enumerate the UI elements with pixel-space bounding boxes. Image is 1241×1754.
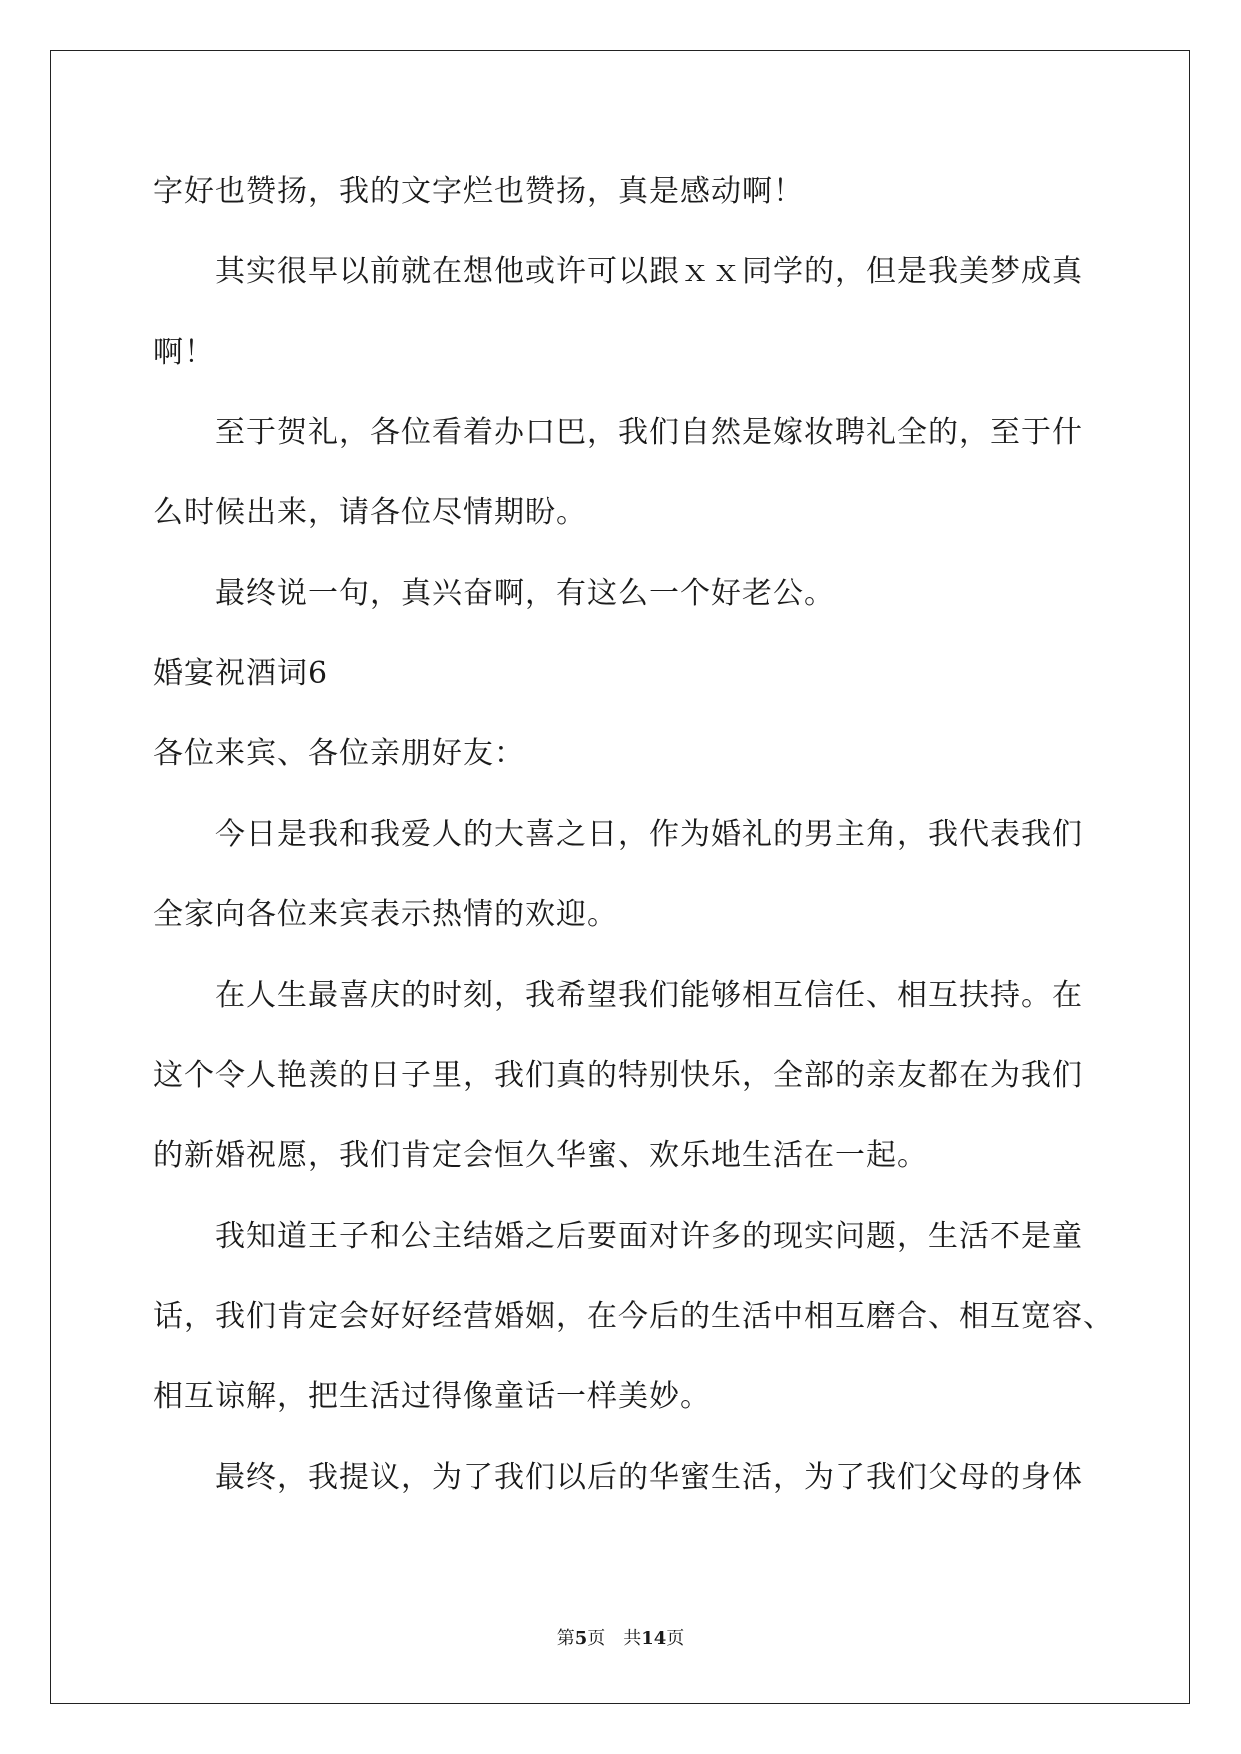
text-line: 的新婚祝愿，我们肯定会恒久华蜜、欢乐地生活在一起。	[153, 1138, 928, 1173]
text-line: 全家向各位来宾表示热情的欢迎。	[153, 897, 618, 932]
text-line: 这个令人艳羡的日子里，我们真的特别快乐，全部的亲友都在为我们	[153, 1058, 1083, 1093]
text-line: 今日是我和我爱人的大喜之日，作为婚礼的男主角，我代表我们	[215, 817, 1083, 852]
text-line: 最终说一句，真兴奋啊，有这么一个好老公。	[215, 576, 835, 611]
text-line: 相互谅解，把生活过得像童话一样美妙。	[153, 1379, 711, 1414]
text-line: 其实很早以前就在想他或许可以跟ｘｘ同学的，但是我美梦成真	[215, 254, 1083, 289]
text-line: 么时候出来，请各位尽情期盼。	[153, 495, 587, 530]
salutation: 各位来宾、各位亲朋好友：	[153, 736, 525, 771]
text-line: 在人生最喜庆的时刻，我希望我们能够相互信任、相互扶持。在	[215, 978, 1083, 1013]
text-line: 最终，我提议，为了我们以后的华蜜生活，为了我们父母的身体	[215, 1460, 1083, 1495]
text-line: 我知道王子和公主结婚之后要面对许多的现实问题，生活不是童	[215, 1219, 1083, 1254]
section-heading: 婚宴祝酒词6	[153, 656, 329, 691]
text-line: 啊！	[153, 335, 215, 370]
text-line: 至于贺礼，各位看着办口巴，我们自然是嫁妆聘礼全的，至于什	[215, 415, 1083, 450]
page-number-footer	[0, 1627, 1241, 1651]
page-suffix: 页	[666, 1628, 685, 1649]
text-line: 话，我们肯定会好好经营婚姻，在今后的生活中相互磨合、相互宽容、	[153, 1299, 1114, 1334]
page-total: 14	[641, 1628, 667, 1649]
page-border	[50, 50, 1190, 1704]
page-prefix: 第	[556, 1628, 575, 1649]
text-line: 字好也赞扬，我的文字烂也赞扬，真是感动啊！	[153, 174, 804, 209]
page-mid: 页 共	[587, 1628, 642, 1649]
page-current: 5	[574, 1628, 588, 1649]
